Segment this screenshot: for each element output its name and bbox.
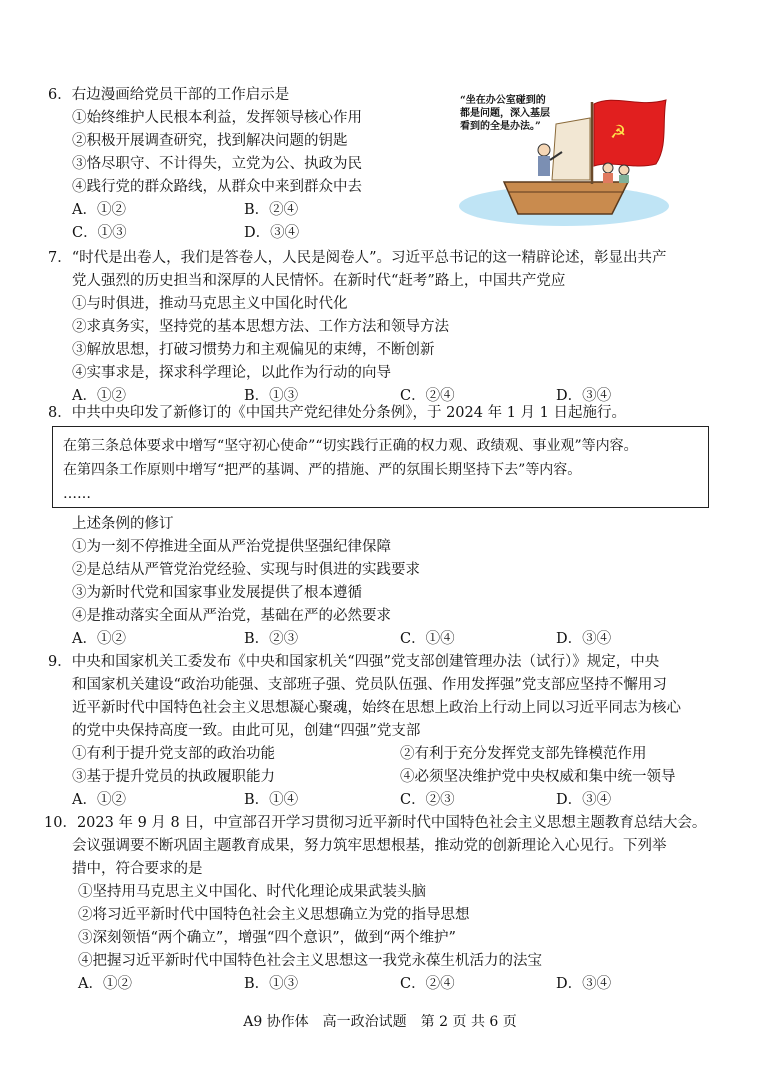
q9-option-4: ④必须坚决维护党中央权威和集中统一领导 (400, 769, 676, 785)
q6-option-1: ①始终维护人民根本利益，发挥领导核心作用 (72, 110, 362, 126)
q8-quote-box (52, 426, 709, 508)
q8-box-line-2: 在第四条工作原则中增写“把严的基调、严的措施、严的氛围长期坚持下去”等内容。 (63, 462, 582, 478)
q9-stem-2: 和国家机关建设“政治功能强、支部班子强、党员队伍强、作用发挥强”党支部应坚持不懈用习 (72, 677, 667, 693)
q10-stem-2: 会议强调要不断巩固主题教育成果，努力筑牢思想根基，推动党的创新理论入心见行。下列举 (72, 838, 667, 854)
q9-stem-4: 的党中央保持高度一致。由此可见，创建“四强”党支部 (72, 723, 421, 739)
q7-option-1: ①与时俱进，推动马克思主义中国化时代化 (72, 296, 348, 312)
q10-choice-c: C．②④ (400, 976, 455, 992)
q9-option-3: ③基于提升党员的执政履职能力 (72, 769, 275, 785)
q7-option-2: ②求真务实，坚持党的基本思想方法、工作方法和领导方法 (72, 319, 449, 335)
q9-stem-3: 近平新时代中国特色社会主义思想凝心聚魂，始终在思想上政治上行动上同以习近平同志为核心 (72, 700, 681, 716)
q8-option-4: ④是推动落实全面从严治党，基础在严的必然要求 (72, 608, 391, 624)
q6-choice-a: A．①② (72, 202, 126, 218)
q8-choice-c: C．①④ (400, 631, 455, 647)
q7-choice-a: A．①② (72, 388, 126, 404)
cartoon-caption-1: “坐在办公室碰到的 (460, 95, 546, 106)
q8-choice-a: A．①② (72, 631, 126, 647)
q9-stem-1: 9．中央和国家机关工委发布《中央和国家机关“四强”党支部创建管理办法（试行）》规定，中央 (48, 654, 660, 670)
q10-choice-a: A．①② (78, 976, 132, 992)
q9-option-2: ②有利于充分发挥党支部先锋模范作用 (400, 746, 647, 762)
q7-option-3: ③解放思想，打破习惯势力和主观偏见的束缚，不断创新 (72, 342, 435, 358)
q9-option-1: ①有利于提升党支部的政治功能 (72, 746, 275, 762)
q8-option-2: ②是总结从严管党治党经验、实现与时俱进的实践要求 (72, 562, 420, 578)
cartoon-caption-3: 看到的全是办法。” (460, 121, 541, 132)
q8-choice-b: B．②③ (244, 631, 299, 647)
q6-option-3: ③恪尽职守、不计得失，立党为公、执政为民 (72, 156, 362, 172)
q6-choice-b: B．②④ (244, 202, 299, 218)
q7-stem-1: 7．“时代是出卷人，我们是答卷人，人民是阅卷人”。习近平总书记的这一精辟论述，彰显出共产 (48, 250, 667, 266)
q10-stem-3: 措中，符合要求的是 (72, 861, 203, 877)
cartoon-caption-2: 都是问题，深入基层 (460, 108, 550, 119)
q10-choice-b: B．①③ (244, 976, 299, 992)
q9-choice-c: C．②③ (400, 792, 455, 808)
q7-option-4: ④实事求是，探求科学理论，以此作为行动的向导 (72, 365, 391, 381)
q7-choice-b: B．①③ (244, 388, 299, 404)
q8-box-line-1: 在第三条总体要求中增写“坚守初心使命”“切实践行正确的权力观、政绩观、事业观”等内容。 (63, 438, 638, 454)
q6-choice-d: D．③④ (244, 225, 300, 241)
svg-text:☭: ☭ (610, 122, 627, 143)
q8-option-1: ①为一刻不停推进全面从严治党提供坚强纪律保障 (72, 539, 391, 555)
page-footer: A9 协作体 高一政治试题 第 2 页 共 6 页 (243, 1014, 517, 1030)
q6-choice-c: C．①③ (72, 225, 127, 241)
q7-stem-2: 党人强烈的历史担当和深厚的人民情怀。在新时代“赶考”路上，中国共产党应 (72, 273, 566, 289)
q9-choice-b: B．①④ (244, 792, 299, 808)
q10-option-2: ②将习近平新时代中国特色社会主义思想确立为党的指导思想 (78, 907, 470, 923)
q10-choice-d: D．③④ (556, 976, 612, 992)
q8-option-3: ③为新时代党和国家事业发展提供了根本遵循 (72, 585, 362, 601)
q9-choice-a: A．①② (72, 792, 126, 808)
q8-lead: 上述条例的修订 (72, 516, 174, 532)
q8-stem: 8．中共中央印发了新修订的《中国共产党纪律处分条例》，于 2024 年 1 月 1 日起施行。 (48, 405, 626, 421)
q7-choice-d: D．③④ (556, 388, 612, 404)
q10-option-4: ④把握习近平新时代中国特色社会主义思想这一我党永葆生机活力的法宝 (78, 953, 542, 969)
q8-choice-d: D．③④ (556, 631, 612, 647)
q6-option-2: ②积极开展调查研究，找到解决问题的钥匙 (72, 133, 348, 149)
q6-option-4: ④践行党的群众路线，从群众中来到群众中去 (72, 179, 362, 195)
q6-stem: 6．右边漫画给党员干部的工作启示是 (48, 87, 290, 103)
q10-stem-1: 10．2023 年 9 月 8 日，中宣部召开学习贯彻习近平新时代中国特色社会主义思想主题教育总结大会。 (44, 815, 707, 831)
q9-choice-d: D．③④ (556, 792, 612, 808)
q10-option-3: ③深刻领悟“两个确立”，增强“四个意识”，做到“两个维护” (78, 930, 456, 946)
q7-choice-c: C．②④ (400, 388, 455, 404)
q8-box-line-3: …… (63, 486, 91, 502)
q10-option-1: ①坚持用马克思主义中国化、时代化理论成果武装头脑 (78, 884, 426, 900)
